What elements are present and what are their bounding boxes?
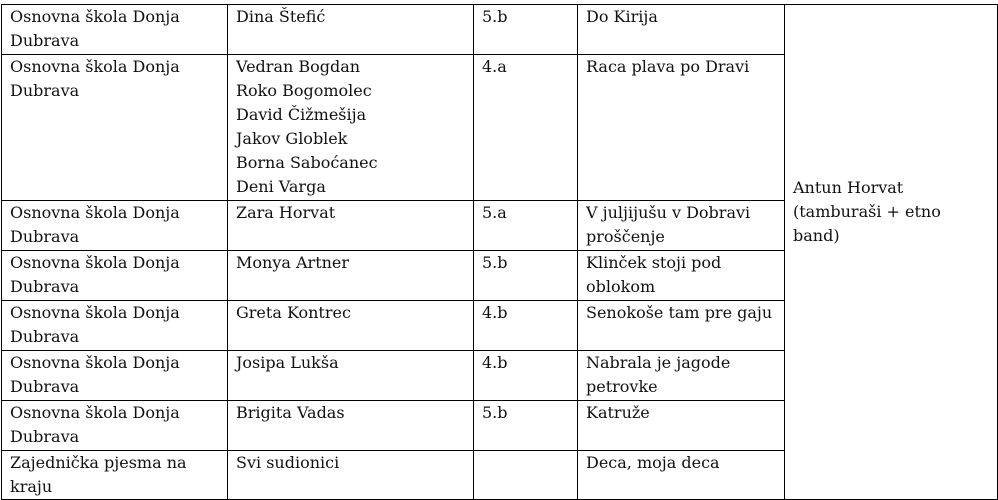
performers-cell bbox=[228, 351, 474, 401]
grade-cell bbox=[474, 451, 578, 500]
song-cell: Klinček stoji pod oblokom bbox=[578, 251, 785, 301]
performers-cell bbox=[228, 251, 474, 301]
song-cell: Katruže bbox=[578, 401, 785, 451]
song-cell: Nabrala je jagode petrovke bbox=[578, 351, 785, 401]
grade-cell: 5.a bbox=[474, 201, 578, 251]
performer-name: David Čižmešija bbox=[236, 105, 367, 124]
performer-name: Monya Artner bbox=[236, 253, 350, 272]
grade-cell: 4.b bbox=[474, 301, 578, 351]
school-cell: Osnovna škola Donja Dubrava bbox=[2, 5, 228, 55]
grade-cell: 4.a bbox=[474, 55, 578, 201]
grade-cell: 5.b bbox=[474, 5, 578, 55]
program-table bbox=[1, 4, 998, 500]
table-row bbox=[2, 5, 998, 55]
school-cell: Osnovna škola Donja Dubrava bbox=[2, 201, 228, 251]
performers-cell bbox=[228, 55, 474, 201]
school-cell: Osnovna škola Donja Dubrava bbox=[2, 251, 228, 301]
performer-name: Roko Bogomolec bbox=[236, 81, 372, 100]
mentor-cell: Antun Horvat (tamburaši + etno band) bbox=[785, 5, 998, 500]
performer-name: Dina Štefić bbox=[236, 7, 326, 26]
grade-cell: 5.b bbox=[474, 251, 578, 301]
song-cell: Do Kirija bbox=[578, 5, 785, 55]
school-cell: Osnovna škola Donja Dubrava bbox=[2, 351, 228, 401]
school-cell: Zajednička pjesma na kraju bbox=[2, 451, 228, 500]
performers-cell bbox=[228, 5, 474, 55]
performer-name: Deni Varga bbox=[236, 177, 326, 196]
performer-name: Jakov Globlek bbox=[236, 129, 348, 148]
song-cell: Raca plava po Dravi bbox=[578, 55, 785, 201]
school-cell: Osnovna škola Donja Dubrava bbox=[2, 55, 228, 201]
performer-name: Borna Saboćanec bbox=[236, 153, 378, 172]
performer-name: Greta Kontrec bbox=[236, 303, 351, 322]
grade-cell: 4.b bbox=[474, 351, 578, 401]
performers-cell bbox=[228, 401, 474, 451]
performers-cell bbox=[228, 301, 474, 351]
school-cell: Osnovna škola Donja Dubrava bbox=[2, 401, 228, 451]
grade-cell: 5.b bbox=[474, 401, 578, 451]
song-cell: V juljijušu v Dobravi proščenje bbox=[578, 201, 785, 251]
performer-name: Svi sudionici bbox=[236, 453, 340, 472]
performer-name: Zara Horvat bbox=[236, 203, 336, 222]
performer-name: Brigita Vadas bbox=[236, 403, 345, 422]
performers-cell bbox=[228, 451, 474, 500]
school-cell: Osnovna škola Donja Dubrava bbox=[2, 301, 228, 351]
performer-name: Josipa Lukša bbox=[236, 353, 339, 372]
performers-cell bbox=[228, 201, 474, 251]
song-cell: Senokoše tam pre gaju bbox=[578, 301, 785, 351]
song-cell: Deca, moja deca bbox=[578, 451, 785, 500]
performer-name: Vedran Bogdan bbox=[236, 57, 361, 76]
